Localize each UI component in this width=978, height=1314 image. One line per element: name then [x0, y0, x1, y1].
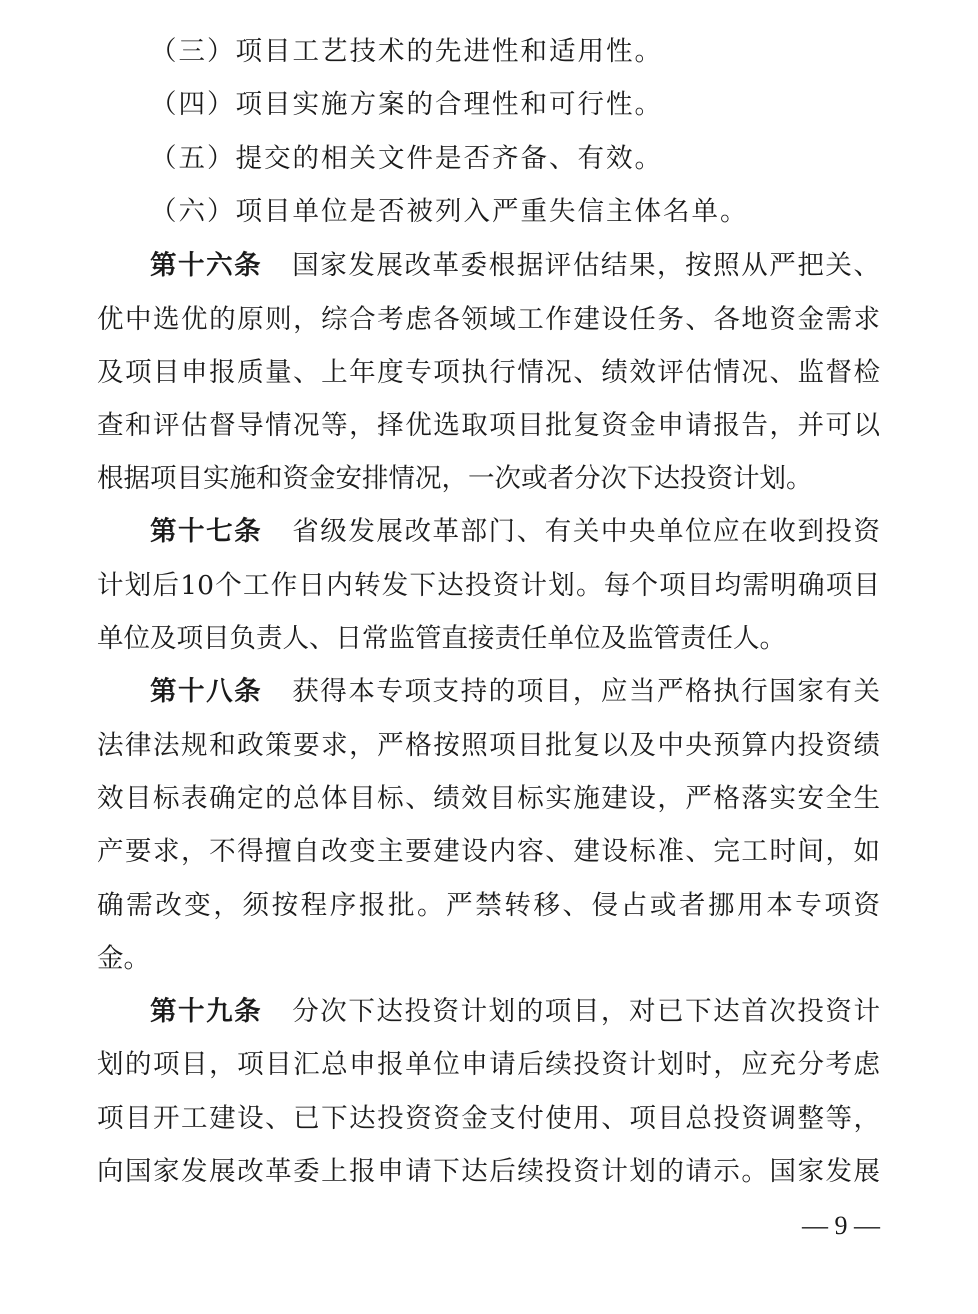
article-18-first-line	[150, 665, 880, 718]
paragraph-line: 单位及项目负责人、日常监管直接责任单位及监管责任人。	[97, 623, 786, 654]
list-item: （三）项目工艺技术的先进性和适用性。	[150, 36, 663, 67]
paragraph-text: 分次下达投资计划的项目，对已下达首次投资计	[292, 996, 880, 1027]
article-heading: 第十九条	[150, 996, 263, 1027]
paragraph-line: 效目标表确定的总体目标、绩效目标实施建设，严格落实安全生	[97, 783, 880, 814]
paragraph-line: 根据项目实施和资金安排情况，一次或者分次下达投资计划。	[97, 463, 813, 494]
list-item: （六）项目单位是否被列入严重失信主体名单。	[150, 196, 749, 227]
list-item: （五）提交的相关文件是否齐备、有效。	[150, 143, 663, 174]
article-19-first-line	[150, 985, 880, 1038]
paragraph-line: 产要求，不得擅自改变主要建设内容、建设标准、完工时间，如	[97, 836, 880, 867]
paragraph-line: 优中选优的原则，综合考虑各领域工作建设任务、各地资金需求	[97, 304, 880, 335]
page-number: — 9 —	[802, 1211, 880, 1240]
paragraph-line: 确需改变，须按程序报批。严禁转移、侵占或者挪用本专项资	[97, 890, 880, 921]
article-17-first-line	[150, 505, 880, 558]
paragraph-text: 省级发展改革部门、有关中央单位应在收到投资	[292, 516, 880, 547]
article-heading: 第十七条	[150, 516, 263, 547]
paragraph-line: 计划后10个工作日内转发下达投资计划。每个项目均需明确项目	[97, 570, 880, 601]
paragraph-line: 划的项目，项目汇总申报单位申请后续投资计划时，应充分考虑	[97, 1049, 880, 1080]
paragraph-text: 国家发展改革委根据评估结果，按照从严把关、	[292, 250, 880, 281]
paragraph-line: 金。	[97, 943, 150, 974]
paragraph-line: 查和评估督导情况等，择优选取项目批复资金申请报告，并可以	[97, 410, 880, 441]
article-heading: 第十八条	[150, 676, 263, 707]
paragraph-line: 项目开工建设、已下达投资资金支付使用、项目总投资调整等，	[97, 1103, 880, 1134]
paragraph-line: 法律法规和政策要求，严格按照项目批复以及中央预算内投资绩	[97, 730, 880, 761]
article-16-first-line	[150, 239, 880, 292]
paragraph-line: 向国家发展改革委上报申请下达后续投资计划的请示。国家发展	[97, 1156, 880, 1187]
paragraph-line: 及项目申报质量、上年度专项执行情况、绩效评估情况、监督检	[97, 357, 880, 388]
article-heading: 第十六条	[150, 250, 263, 281]
paragraph-text: 获得本专项支持的项目，应当严格执行国家有关	[292, 676, 880, 707]
list-item: （四）项目实施方案的合理性和可行性。	[150, 89, 663, 120]
